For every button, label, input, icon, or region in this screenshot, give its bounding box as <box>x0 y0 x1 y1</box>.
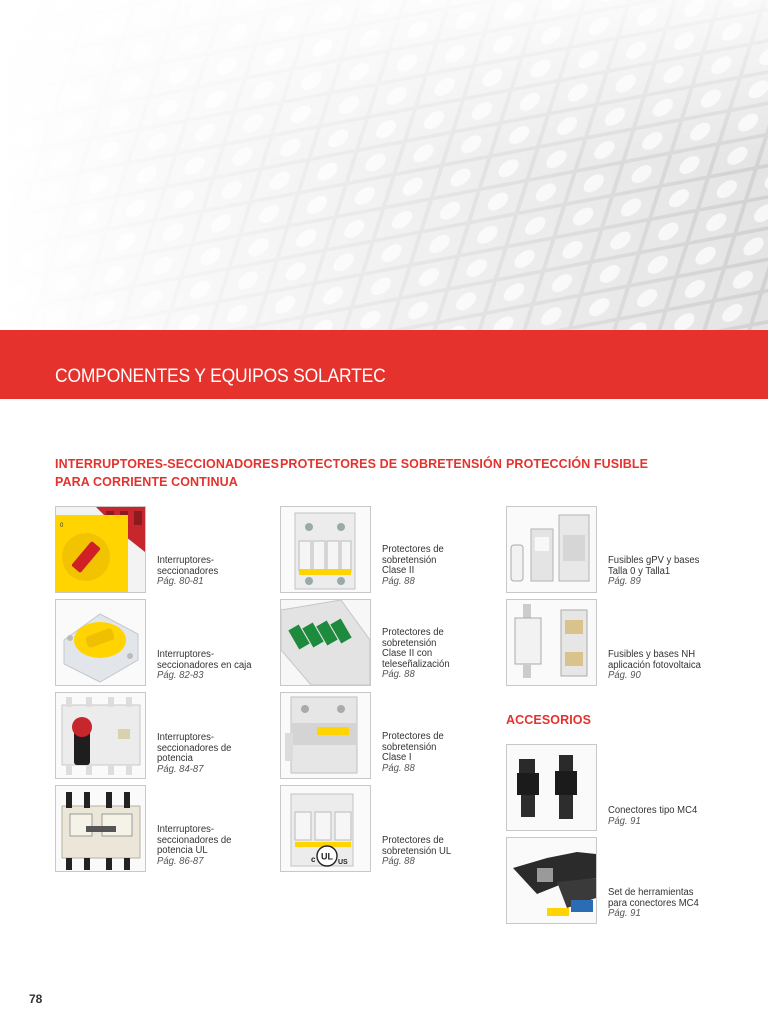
product-image-yellow-rotary-switch[interactable] <box>55 506 146 593</box>
accessories-heading: ACCESORIOS <box>506 713 592 727</box>
desc-line: sobretensión <box>382 741 437 753</box>
desc-line: Interruptores- <box>157 824 215 835</box>
product-desc <box>157 733 263 775</box>
page-ref: Pág. 80-81 <box>157 576 204 587</box>
product-desc <box>608 650 714 682</box>
product-desc <box>157 556 263 588</box>
product-desc <box>382 732 488 774</box>
desc-line: Protectores de <box>382 835 444 846</box>
desc-line: sobretensión UL <box>382 845 452 857</box>
section-title: COMPONENTES Y EQUIPOS SOLARTEC <box>55 366 386 387</box>
ul-mark-text: UL <box>321 851 333 862</box>
product-desc <box>608 556 714 588</box>
page-ref: Pág. 91 <box>608 908 641 919</box>
product-image-surge-protector-ul[interactable] <box>280 785 371 872</box>
desc-line: potencia <box>157 753 193 764</box>
desc-line: aplicación fotovoltaica <box>608 659 701 671</box>
product-image-fuse-nh[interactable] <box>506 599 597 686</box>
product-desc <box>382 836 488 868</box>
product-image-yellow-switch-in-box[interactable] <box>55 599 146 686</box>
ul-mark-c: c <box>311 855 316 864</box>
desc-line: Fusibles gPV y bases <box>608 555 700 566</box>
product-desc <box>382 628 488 681</box>
product-desc <box>382 545 488 587</box>
desc-line: Interruptores- <box>157 732 215 743</box>
desc-line: Set de herramientas <box>608 887 694 898</box>
desc-line: Protectores de <box>382 544 444 555</box>
page-ref: Pág. 91 <box>608 815 641 827</box>
column-heading-switches <box>55 455 279 491</box>
product-desc <box>157 825 263 867</box>
product-image-crimping-tool[interactable] <box>506 837 597 924</box>
heading-line: PARA CORRIENTE CONTINUA <box>55 475 238 489</box>
page-ref: Pág. 88 <box>382 669 415 680</box>
product-image-surge-protector-class2[interactable] <box>280 506 371 593</box>
page-ref: Pág. 84-87 <box>157 763 204 775</box>
svg-text:0: 0 <box>60 523 64 529</box>
desc-line: para conectores MC4 <box>608 897 699 909</box>
desc-line: Talla 0 y Talla1 <box>608 565 671 577</box>
product-desc <box>608 806 714 827</box>
page-ref: Pág. 86-87 <box>157 855 204 867</box>
column-heading-fuse <box>506 455 648 473</box>
ul-mark-us: US <box>338 859 348 866</box>
hero-solar-panel-image <box>0 0 768 330</box>
desc-line: Conectores tipo MC4 <box>608 805 698 816</box>
desc-line: Interruptores- <box>157 649 215 660</box>
heading-line: PROTECCIÓN FUSIBLE <box>506 457 649 471</box>
heading-line: PROTECTORES DE SOBRETENSIÓN <box>280 457 502 471</box>
page-number: 78 <box>29 992 43 1006</box>
product-desc <box>157 650 263 682</box>
desc-line: Clase I <box>382 752 412 763</box>
desc-line: teleseñalización <box>382 658 450 670</box>
desc-line: sobretensión <box>382 637 437 649</box>
desc-line: seccionadores <box>157 565 219 577</box>
column-heading-surge <box>280 455 502 473</box>
desc-line: Clase II <box>382 565 415 576</box>
desc-line: Interruptores- <box>157 555 215 566</box>
desc-line: Fusibles y bases NH <box>608 649 696 660</box>
desc-line: seccionadores de <box>157 742 232 754</box>
desc-line: sobretensión <box>382 554 437 566</box>
section-banner <box>0 330 768 399</box>
desc-line: Protectores de <box>382 731 444 742</box>
product-image-power-switch-ul[interactable] <box>55 785 146 872</box>
product-desc <box>608 888 714 920</box>
product-image-surge-protector-class1[interactable] <box>280 692 371 779</box>
desc-line: Protectores de <box>382 627 444 638</box>
page-ref: Pág. 88 <box>382 575 415 587</box>
product-image-red-handle-power-switch[interactable] <box>55 692 146 779</box>
page-ref: Pág. 90 <box>608 670 641 681</box>
desc-line: seccionadores de <box>157 834 232 846</box>
product-image-fuse-gpv[interactable] <box>506 506 597 593</box>
desc-line: Clase II con <box>382 648 433 659</box>
desc-line: potencia UL <box>157 845 208 856</box>
page-ref: Pág. 89 <box>608 576 641 587</box>
heading-line: INTERRUPTORES-SECCIONADORES <box>55 457 280 471</box>
product-image-mc4-connectors[interactable] <box>506 744 597 831</box>
page-ref: Pág. 82-83 <box>157 670 204 681</box>
page-ref: Pág. 88 <box>382 856 415 867</box>
desc-line: seccionadores en caja <box>157 659 252 671</box>
product-image-surge-protector-green[interactable] <box>280 599 371 686</box>
page-ref: Pág. 88 <box>382 762 415 774</box>
